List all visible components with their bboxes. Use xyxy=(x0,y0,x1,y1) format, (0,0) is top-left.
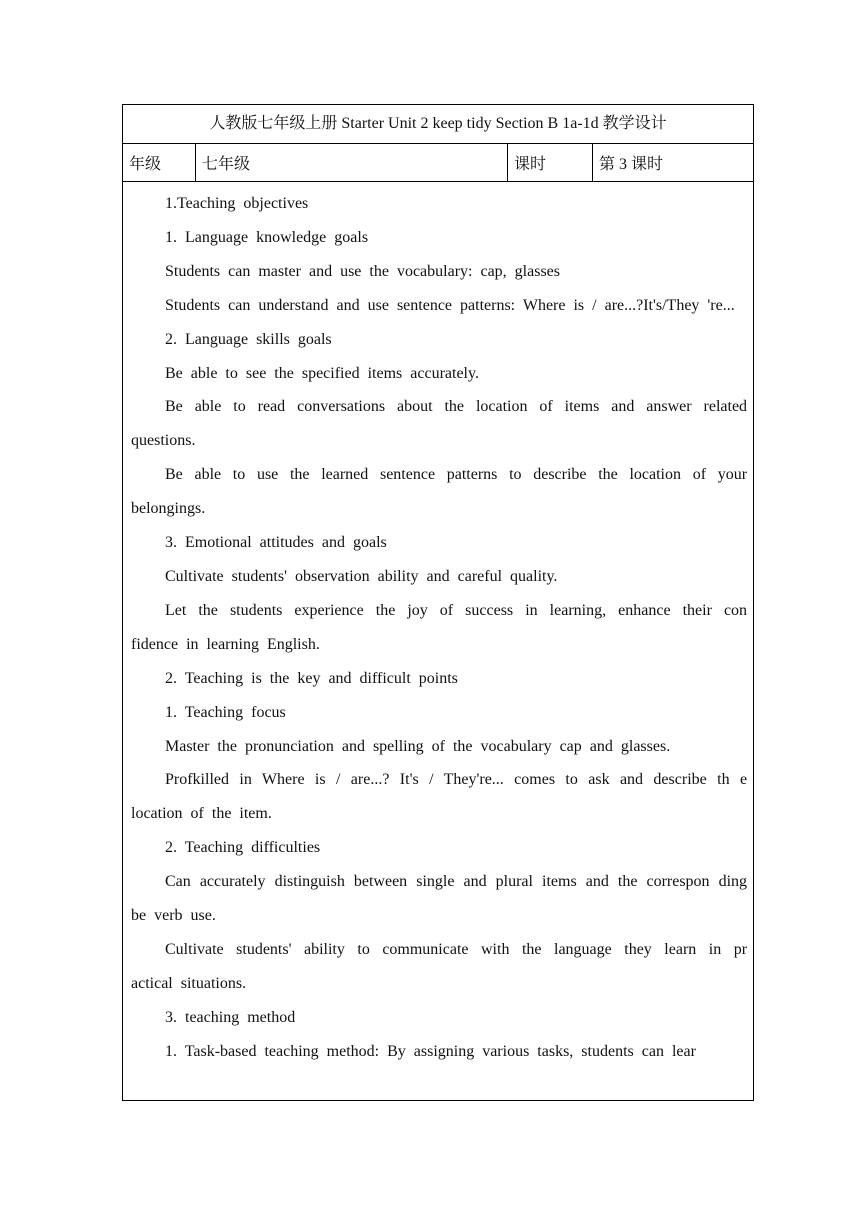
paragraph: Profkilled in Where is / are...? It's / They're... comes to ask and describe th e location of the item. xyxy=(131,771,748,823)
paragraph: 3. teaching method xyxy=(165,1008,296,1026)
content-body xyxy=(131,187,747,1095)
paragraph: Let the students experience the joy of success in learning, enhance their con fidence in learning English. xyxy=(131,601,748,653)
paragraph: 2. Language skills goals xyxy=(165,330,332,348)
paragraph: Master the pronunciation and spelling of the vocabulary cap and glasses. xyxy=(165,737,671,755)
paragraph: 2. Teaching difficulties xyxy=(165,839,321,857)
paragraph: Be able to see the specified items accurately. xyxy=(165,364,479,382)
paragraph: 1. Teaching focus xyxy=(165,703,286,721)
content-cell xyxy=(123,182,754,1101)
title-row xyxy=(123,105,754,144)
grade-label: 年级 xyxy=(123,144,196,182)
period-value: 第 3 课时 xyxy=(593,144,754,182)
paragraph: Be able to use the learned sentence patterns to describe the location of your belongings. xyxy=(131,466,748,518)
content-row xyxy=(123,182,754,1101)
paragraph: 1.Teaching objectives xyxy=(165,195,309,212)
paragraph: Can accurately distinguish between single and plural items and the correspon ding be verb use. xyxy=(131,873,748,925)
paragraph: 1. Task-based teaching method: By assigning various tasks, students can lear xyxy=(165,1042,696,1060)
paragraph: Cultivate students' ability to communicate with the language they learn in pr actical situations. xyxy=(131,940,748,992)
paragraph: Be able to read conversations about the location of items and answer related questions. xyxy=(131,398,748,450)
paragraph: Students can master and use the vocabulary: cap, glasses xyxy=(165,262,560,280)
paragraph: Students can understand and use sentence patterns: Where is / are...?It's/They 're... xyxy=(165,296,735,314)
period-label: 课时 xyxy=(508,144,593,182)
paragraph: 1. Language knowledge goals xyxy=(165,228,369,246)
meta-row xyxy=(123,144,754,182)
lesson-plan-table xyxy=(122,104,754,1101)
paragraph: 3. Emotional attitudes and goals xyxy=(165,534,387,552)
paragraph: Cultivate students' observation ability and careful quality. xyxy=(165,567,558,585)
paragraph: 2. Teaching is the key and difficult points xyxy=(165,669,458,687)
document-title: 人教版七年级上册 Starter Unit 2 keep tidy Section B 1a-1d 教学设计 xyxy=(123,105,754,144)
grade-value: 七年级 xyxy=(196,144,508,182)
